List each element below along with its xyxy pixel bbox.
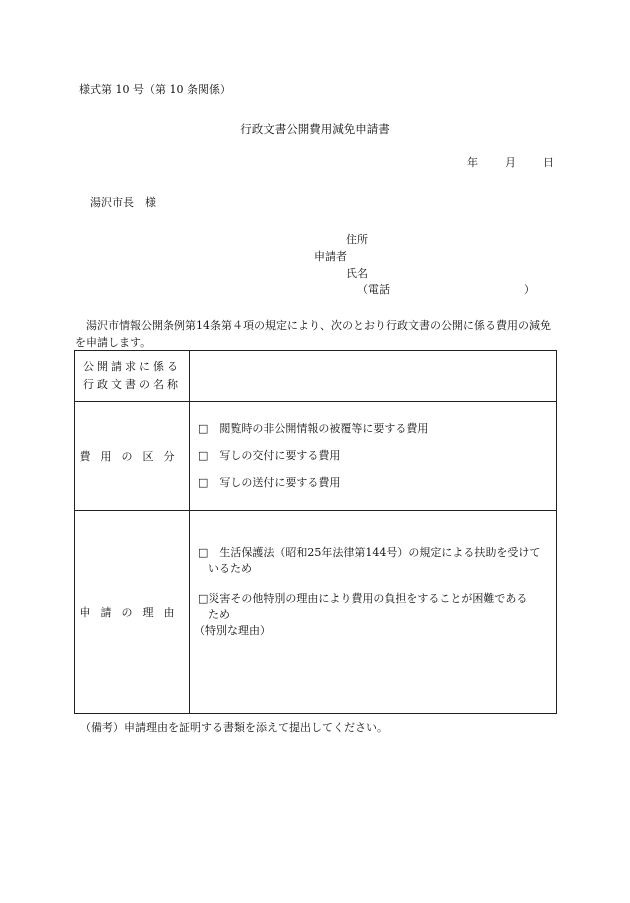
document-name-label-line1: 公開請求に係る <box>83 360 181 373</box>
date-day-label: 日 <box>543 156 554 169</box>
date-line <box>467 154 554 170</box>
document-name-label-line2: 行政文書の名称 <box>83 378 181 391</box>
reason-option-welfare[interactable] <box>190 545 556 577</box>
cost-option-copy-issuance[interactable]: □ 写しの交付に要する費用 <box>198 449 341 462</box>
reason-option-welfare-line1: □ 生活保護法（昭和25年法律第144号）の規定による扶助を受けて <box>198 546 541 559</box>
phone-label: （電話 <box>357 283 390 296</box>
table-row-document-name <box>75 351 557 402</box>
cost-category-label: 費用の区分 <box>79 450 185 463</box>
reason-option-disaster-line1: □災害その他特別の理由により費用の負担をすることが困難である <box>198 592 528 605</box>
reason-option-welfare-line2: いるため <box>208 562 252 575</box>
reason-option-disaster-line2: ため <box>208 608 230 621</box>
form-number: 様式第 10 号（第 10 条関係） <box>79 83 231 96</box>
remarks-note: （備考）申請理由を証明する書類を添えて提出してください。 <box>80 721 388 734</box>
application-table <box>74 350 557 714</box>
table-row-reason <box>75 511 557 714</box>
name-label: 氏名 <box>346 267 368 280</box>
address-label: 住所 <box>346 233 368 246</box>
document-name-label-cell <box>75 351 190 402</box>
date-year-label: 年 <box>467 156 478 169</box>
reason-label-cell <box>75 511 190 714</box>
addressee: 湯沢市長 様 <box>90 196 156 209</box>
document-title: 行政文書公開費用減免申請書 <box>240 122 390 136</box>
reason-option-disaster[interactable] <box>190 591 556 623</box>
cost-category-options <box>190 402 557 511</box>
special-reason-label: （特別な理由） <box>194 624 271 637</box>
reason-label: 申請の理由 <box>79 606 185 619</box>
document-name-field[interactable] <box>190 351 557 402</box>
table-row-cost-category <box>75 402 557 511</box>
phone-close-paren: ） <box>524 283 535 296</box>
cost-option-copy-mailing[interactable]: □ 写しの送付に要する費用 <box>198 476 341 489</box>
cost-category-label-cell <box>75 402 190 511</box>
reason-options <box>190 511 557 714</box>
request-statement: 湯沢市情報公開条例第14条第４項の規定により、次のとおり行政文書の公開に係る費用の減免を申請します。 <box>75 319 551 349</box>
applicant-label: 申請者 <box>314 250 347 263</box>
cost-option-redaction[interactable]: □ 閲覧時の非公開情報の被覆等に要する費用 <box>198 422 429 435</box>
date-month-label: 月 <box>505 156 516 169</box>
